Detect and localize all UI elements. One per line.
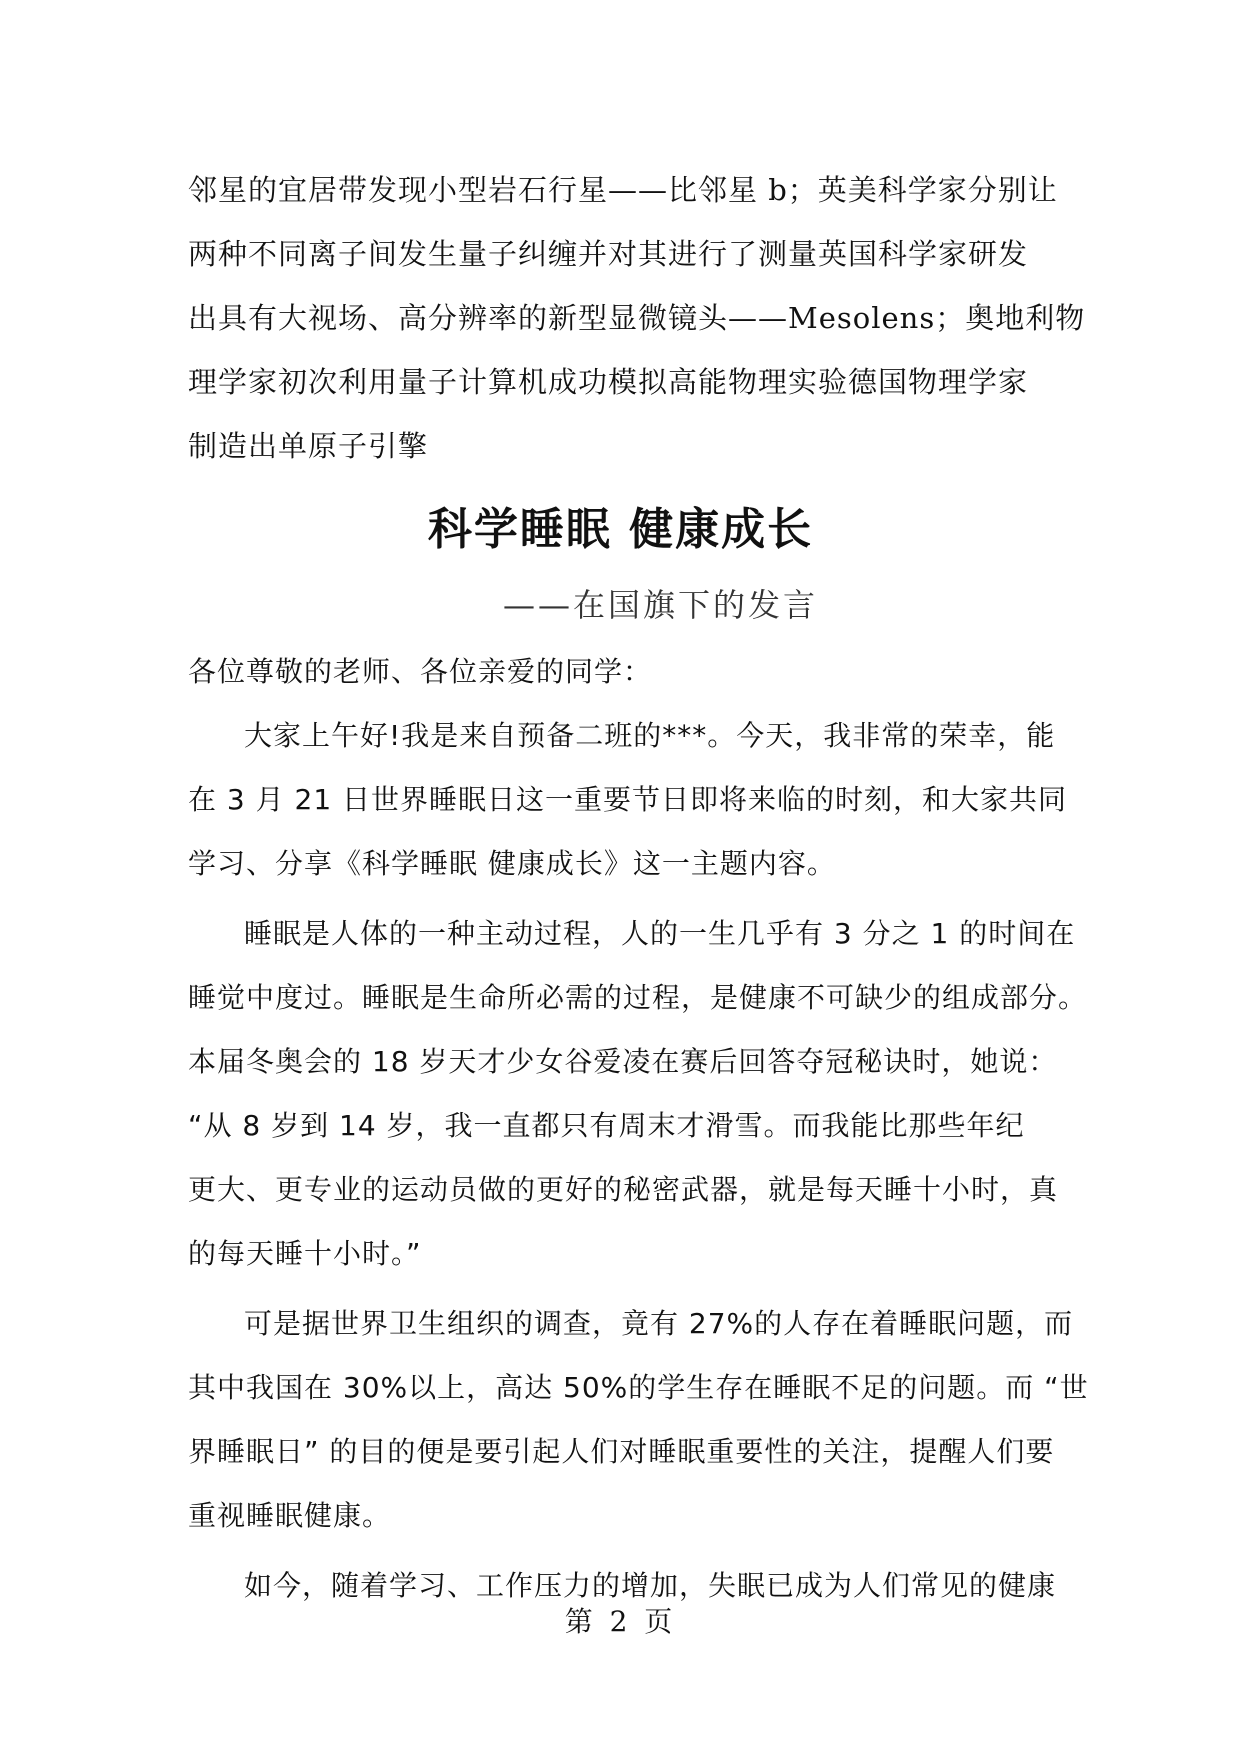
paragraph-line: 大家上午好!我是来自预备二班的***。今天，我非常的荣幸，能 [244, 719, 1056, 752]
intro-line: 出具有大视场、高分辨率的新型显微镜头——Mesolens；奥地利物 [188, 301, 1086, 335]
paragraph-line: 其中我国在 30%以上，高达 50%的学生存在睡眠不足的问题。而 “世 [188, 1371, 1089, 1404]
paragraph-line: 学习、分享《科学睡眠 健康成长》这一主题内容。 [188, 847, 836, 880]
page-number: 第 2 页 [564, 1605, 677, 1638]
paragraph-3 [188, 1292, 1089, 1548]
paragraph-line: 可是据世界卫生组织的调查，竟有 27%的人存在着睡眠问题，而 [244, 1307, 1074, 1340]
paragraph-line: 本届冬奥会的 18 岁天才少女谷爱凌在赛后回答夺冠秘诀时，她说： [188, 1045, 1058, 1078]
intro-line: 邻星的宜居带发现小型岩石行星——比邻星 b；英美科学家分别让 [188, 173, 1058, 207]
speech-title: 科学睡眠 健康成长 [427, 504, 814, 555]
intro-paragraph [188, 158, 1086, 478]
intro-line: 制造出单原子引擎 [188, 429, 429, 463]
greeting: 各位尊敬的老师、各位亲爱的同学： [188, 655, 653, 688]
paragraph-line: 界睡眠日” 的目的便是要引起人们对睡眠重要性的关注，提醒人们要 [188, 1435, 1055, 1468]
paragraph-line: 重视睡眠健康。 [188, 1499, 392, 1532]
paragraph-line: 如今，随着学习、工作压力的增加，失眠已成为人们常见的健康 [244, 1569, 1057, 1602]
speech-body [188, 640, 1089, 1618]
paragraph-line: 在 3 月 21 日世界睡眠日这一重要节日即将来临的时刻，和大家共同 [188, 783, 1068, 816]
paragraph-line: 的每天睡十小时。” [188, 1237, 422, 1270]
paragraph-2 [188, 902, 1088, 1286]
paragraph-line: 睡觉中度过。睡眠是生命所必需的过程，是健康不可缺少的组成部分。 [188, 981, 1088, 1014]
paragraph-line: 更大、更专业的运动员做的更好的秘密武器，就是每天睡十小时，真 [188, 1173, 1059, 1206]
paragraph-line: “从 8 岁到 14 岁，我一直都只有周末才滑雪。而我能比那些年纪 [188, 1109, 1025, 1142]
speech-subtitle: ——在国旗下的发言 [502, 586, 818, 624]
intro-line: 理学家初次利用量子计算机成功模拟高能物理实验德国物理学家 [188, 365, 1029, 399]
paragraph-line: 睡眠是人体的一种主动过程，人的一生几乎有 3 分之 1 的时间在 [244, 917, 1076, 950]
intro-line: 两种不同离子间发生量子纠缠并对其进行了测量英国科学家研发 [188, 237, 1029, 271]
paragraph-1 [188, 704, 1068, 896]
